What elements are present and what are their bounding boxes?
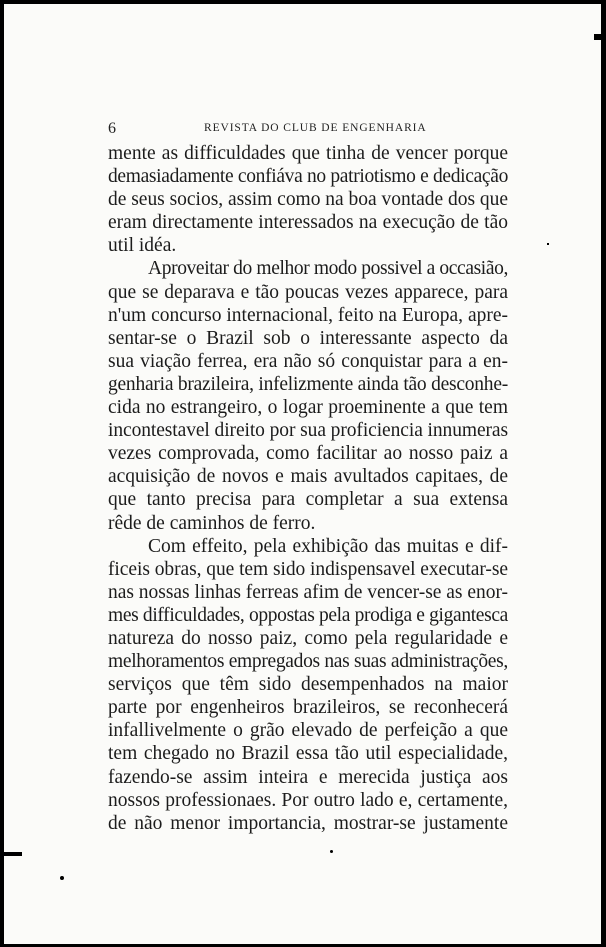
running-title: REVISTA DO CLUB DE ENGENHARIA xyxy=(204,122,427,134)
text-line: serviços que têm sido desempenhados na maior xyxy=(108,674,508,696)
page-header xyxy=(108,120,504,140)
text-line: rêde de caminhos de ferro. xyxy=(108,512,316,534)
text-line: mes difficuldades, oppostas pela prodiga e gigantesca xyxy=(108,604,508,626)
text-line: Aproveitar do melhor modo possivel a occasião, xyxy=(148,258,508,280)
text-line: cida no estrangeiro, o logar proeminente a que tem xyxy=(108,397,508,419)
text-line: sua viação ferrea, era não só conquistar para a en- xyxy=(108,350,508,372)
text-line: parte por engenheiros brazileiros, se reconhecerá xyxy=(108,697,508,719)
scan-dot xyxy=(60,876,64,880)
paragraph xyxy=(108,535,508,835)
text-line: melhoramentos empregados nas suas administrações, xyxy=(108,651,508,673)
text-line: sentar-se o Brazil sob o interessante aspecto da xyxy=(108,327,508,349)
body-text xyxy=(108,142,508,835)
text-line: nossos professionaes. Por outro lado e, certamente, xyxy=(108,789,508,811)
text-line: acquisição de novos e mais avultados capitaes, de xyxy=(108,466,508,488)
text-line: eram directamente interessados na execução de tão xyxy=(108,212,508,234)
scan-mark-corner xyxy=(594,34,601,40)
text-line: que se deparava e tão poucas vezes apparece, para xyxy=(108,281,508,303)
page-number: 6 xyxy=(108,120,116,137)
text-line: nas nossas linhas ferreas afim de vencer-se as enor- xyxy=(108,581,509,603)
text-line: genharia brazileira, infelizmente ainda tão desconhe- xyxy=(108,373,508,395)
text-line: natureza do nosso paiz, como pela regularidade e xyxy=(108,627,508,649)
scan-dot xyxy=(330,850,333,853)
text-line: Com effeito, pela exhibição das muitas e dif- xyxy=(148,535,508,557)
text-line: ficeis obras, que tem sido indispensavel executar-se xyxy=(108,558,508,580)
text-line: de não menor importancia, mostrar-se justamente xyxy=(108,812,508,834)
book-page xyxy=(4,4,601,944)
scan-mark-left xyxy=(4,852,22,856)
text-line: incontestavel direito por sua proficiencia innumeras xyxy=(108,420,508,442)
text-line: fazendo-se assim inteira e merecida justiça aos xyxy=(108,766,508,788)
text-line: infallivelmente o grão elevado de perfeição a que xyxy=(108,720,508,742)
text-line: util idéa. xyxy=(108,235,177,257)
text-line: n'um concurso internacional, feito na Europa, apre- xyxy=(108,304,508,326)
text-line: mente as difficuldades que tinha de vencer porque xyxy=(108,143,508,164)
paragraph xyxy=(108,257,508,534)
scan-dot xyxy=(547,243,549,245)
text-line: demasiadamente confiáva no patriotismo e dedicação xyxy=(108,166,508,188)
text-line: vezes comprovada, como facilitar ao nosso paiz a xyxy=(108,443,508,465)
text-line: tem chegado no Brazil essa tão util especialidade, xyxy=(108,743,508,765)
text-line: que tanto precisa para completar a sua extensa xyxy=(108,489,508,511)
text-line: de seus socios, assim como na boa vontade dos que xyxy=(108,189,508,211)
paragraph xyxy=(108,142,508,257)
